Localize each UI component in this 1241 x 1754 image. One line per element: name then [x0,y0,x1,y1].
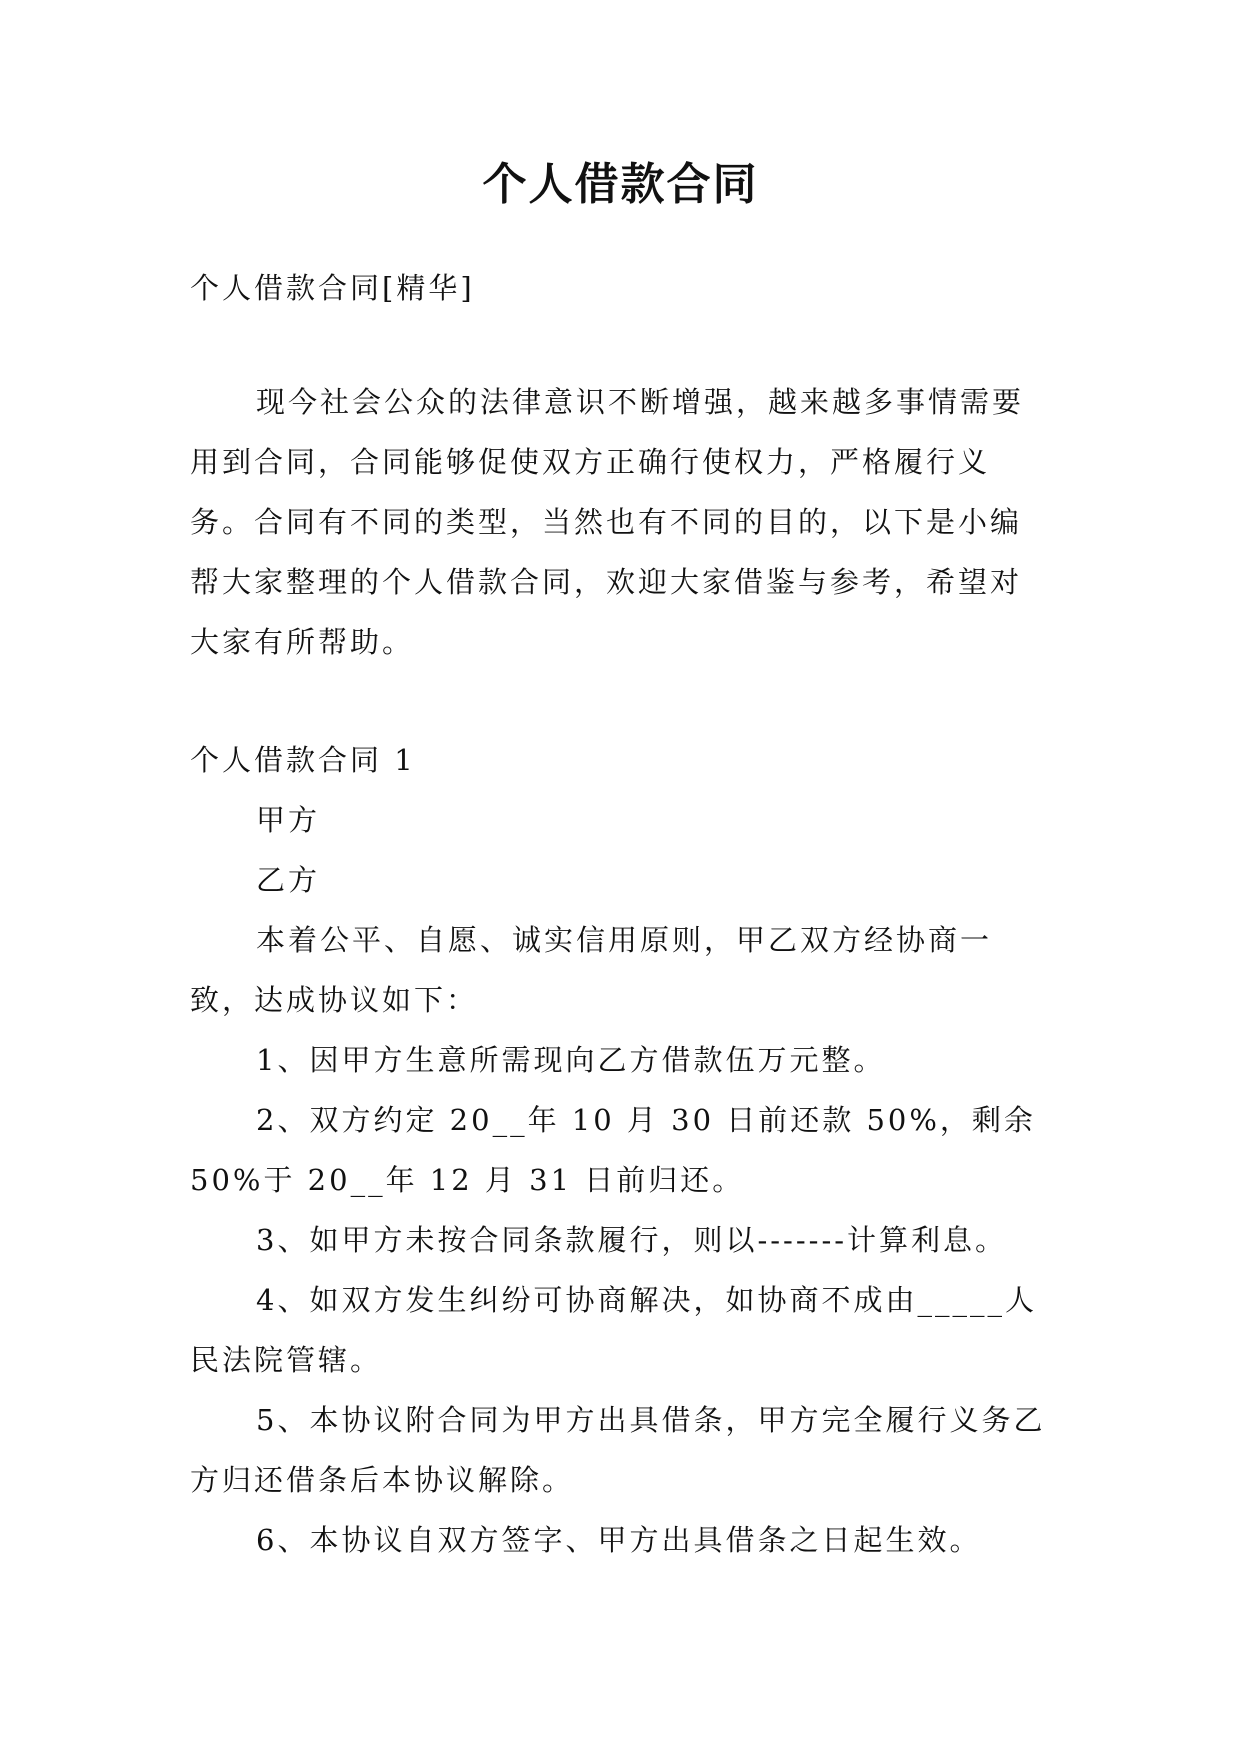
clause-4: 4、如双方发生纠纷可协商解决，如协商不成由_____人民法院管辖。 [190,1283,1037,1377]
spacer [190,318,1050,372]
document-body [190,258,1050,1570]
spacer [190,672,1050,730]
document-title: 个人借款合同 [482,159,759,210]
clause-2: 2、双方约定 20__年 10 月 30 日前还款 50%，剩余 50%于 20__年 12 月 31 日前归还。 [190,1103,1036,1197]
clause-3: 3、如甲方未按合同条款履行，则以-------计算利息。 [256,1223,1008,1257]
clause-1: 1、因甲方生意所需现向乙方借款伍万元整。 [256,1043,886,1077]
clause-5: 5、本协议附合同为甲方出具借条，甲方完全履行义务乙方归还借条后本协议解除。 [190,1403,1046,1497]
clause-6: 6、本协议自双方签字、甲方出具借条之日起生效。 [256,1523,982,1557]
preamble-paragraph: 本着公平、自愿、诚实信用原则，甲乙双方经协商一致，达成协议如下： [190,923,993,1017]
party-a-label: 甲方 [256,803,321,837]
intro-paragraph: 现今社会公众的法律意识不断增强，越来越多事情需要用到合同，合同能够促使双方正确行使权力，严格履行义务。合同有不同的类型，当然也有不同的目的，以下是小编帮大家整理的个人借款合同，欢迎大家借鉴与参考，希望对大家有所帮助。 [190,385,1025,659]
party-b-label: 乙方 [256,863,321,897]
document-subtitle: 个人借款合同[精华] [190,271,475,305]
section-heading: 个人借款合同 1 [190,743,416,777]
